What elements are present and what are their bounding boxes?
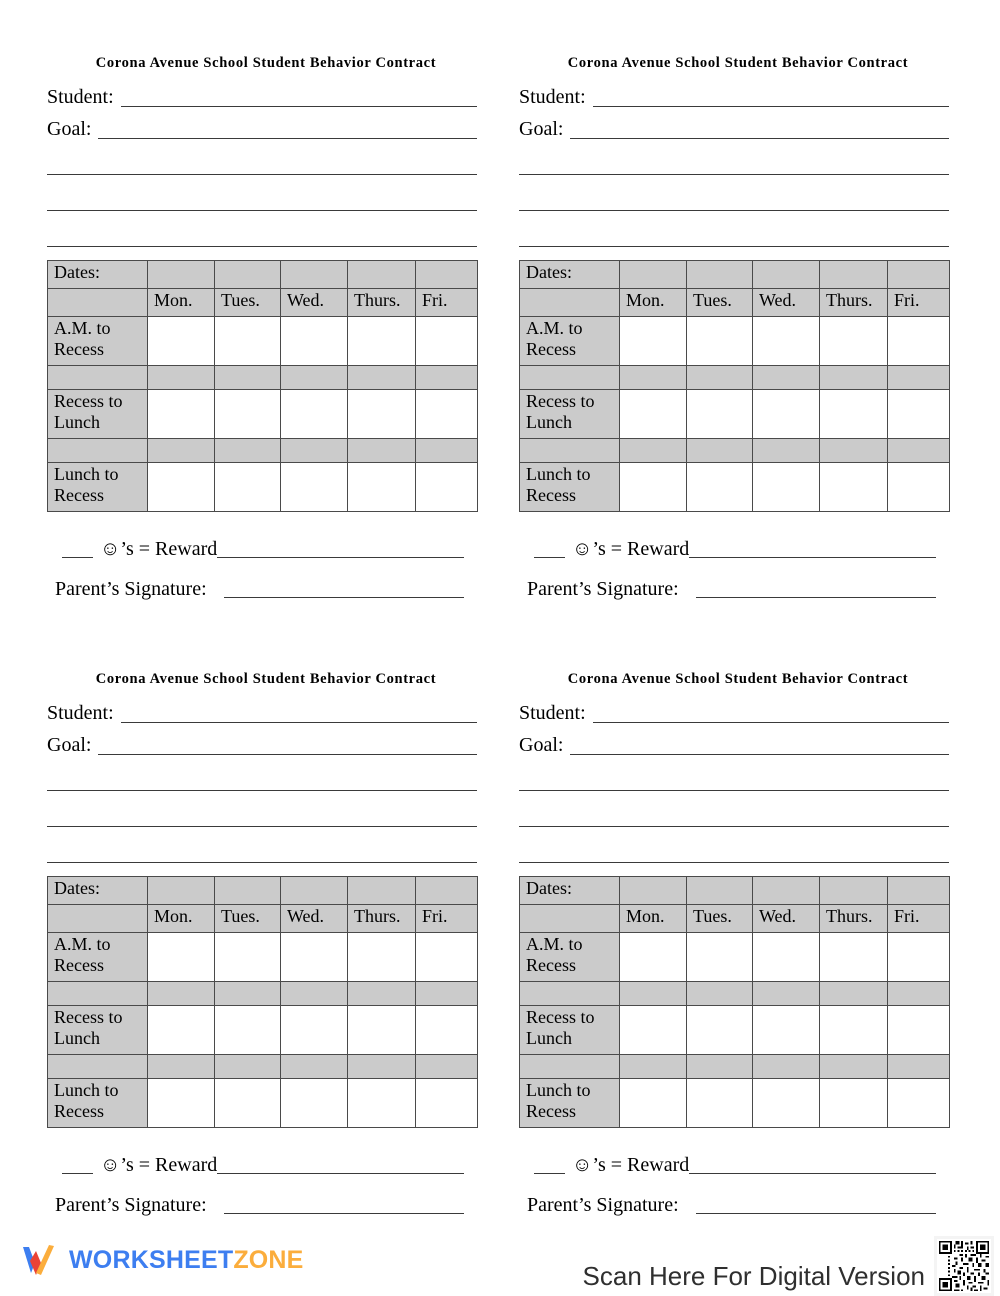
student-field-row bbox=[47, 691, 477, 723]
mark-cell[interactable] bbox=[148, 1006, 215, 1055]
blank-input-line[interactable] bbox=[47, 186, 477, 211]
blank-input-line[interactable] bbox=[519, 802, 949, 827]
scan-section bbox=[583, 1236, 994, 1296]
signature-row bbox=[47, 1182, 477, 1214]
mark-cell[interactable] bbox=[820, 317, 888, 366]
mark-cell[interactable] bbox=[416, 317, 478, 366]
reward-count-input-line[interactable] bbox=[534, 1156, 565, 1174]
signature-label: Parent’s Signature: bbox=[55, 578, 207, 600]
student-input-line[interactable] bbox=[121, 87, 477, 107]
table-spacer-row bbox=[520, 982, 950, 1006]
contract-card-1 bbox=[47, 55, 477, 598]
spacer-cell bbox=[520, 982, 620, 1006]
mark-cell[interactable] bbox=[820, 390, 888, 439]
mark-cell[interactable] bbox=[148, 317, 215, 366]
spacer-cell bbox=[348, 1055, 416, 1079]
mark-cell[interactable] bbox=[820, 1006, 888, 1055]
mark-cell[interactable] bbox=[888, 390, 950, 439]
signature-input-line[interactable] bbox=[696, 578, 936, 598]
mark-cell[interactable] bbox=[687, 1079, 753, 1128]
mark-cell[interactable] bbox=[281, 317, 348, 366]
mark-cell[interactable] bbox=[620, 1006, 687, 1055]
spacer-cell bbox=[687, 1055, 753, 1079]
spacer-cell bbox=[687, 982, 753, 1006]
blank-input-line[interactable] bbox=[47, 802, 477, 827]
day-header-mon: Mon. bbox=[148, 905, 215, 933]
signature-input-line[interactable] bbox=[224, 1194, 464, 1214]
mark-cell[interactable] bbox=[888, 463, 950, 512]
table-row bbox=[520, 289, 950, 317]
day-header-fri: Fri. bbox=[888, 905, 950, 933]
dates-cell[interactable] bbox=[687, 877, 753, 905]
reward-input-line[interactable] bbox=[217, 1155, 464, 1174]
period-label-lunch-to-recess: Lunch to Recess bbox=[520, 463, 620, 512]
spacer-cell bbox=[820, 1055, 888, 1079]
blank-input-line[interactable] bbox=[519, 222, 949, 247]
behavior-tracking-table bbox=[47, 876, 478, 1128]
mark-cell[interactable] bbox=[281, 1079, 348, 1128]
student-label: Student: bbox=[519, 702, 586, 724]
goal-label: Goal: bbox=[47, 734, 92, 756]
spacer-cell bbox=[215, 366, 281, 390]
table-spacer-row bbox=[48, 1055, 478, 1079]
dates-cell[interactable] bbox=[416, 877, 478, 905]
mark-cell[interactable] bbox=[215, 463, 281, 512]
goal-input-line[interactable] bbox=[98, 735, 477, 755]
blank-input-line[interactable] bbox=[519, 186, 949, 211]
spacer-cell bbox=[416, 1055, 478, 1079]
blank-line-row bbox=[519, 791, 949, 827]
blank-line-row bbox=[47, 139, 477, 175]
student-label: Student: bbox=[519, 86, 586, 108]
mark-cell[interactable] bbox=[348, 317, 416, 366]
reward-row bbox=[47, 528, 477, 558]
mark-cell[interactable] bbox=[281, 1006, 348, 1055]
mark-cell[interactable] bbox=[215, 1006, 281, 1055]
table-row bbox=[520, 317, 950, 366]
dates-cell[interactable] bbox=[215, 877, 281, 905]
reward-input-line[interactable] bbox=[689, 539, 936, 558]
blank-input-line[interactable] bbox=[519, 766, 949, 791]
spacer-cell bbox=[416, 366, 478, 390]
spacer-cell bbox=[620, 366, 687, 390]
goal-input-line[interactable] bbox=[570, 119, 949, 139]
mark-cell[interactable] bbox=[281, 463, 348, 512]
blank-line-row bbox=[47, 791, 477, 827]
table-spacer-row bbox=[520, 439, 950, 463]
brand-zone-text: ZONE bbox=[233, 1245, 304, 1274]
reward-label: ’s = Reward bbox=[120, 538, 218, 560]
spacer-cell bbox=[520, 1055, 620, 1079]
table-row bbox=[48, 877, 478, 905]
day-header-fri: Fri. bbox=[416, 905, 478, 933]
table-row bbox=[48, 1006, 478, 1055]
day-header-tues: Tues. bbox=[215, 289, 281, 317]
table-row bbox=[520, 933, 950, 982]
table-row bbox=[48, 317, 478, 366]
blank-input-line[interactable] bbox=[519, 838, 949, 863]
mark-cell[interactable] bbox=[348, 390, 416, 439]
blank-line-row bbox=[47, 211, 477, 247]
brand-name bbox=[69, 1246, 304, 1275]
smiley-icon: ☺ bbox=[572, 1154, 593, 1176]
day-header-wed: Wed. bbox=[753, 905, 820, 933]
period-label-lunch-to-recess: Lunch to Recess bbox=[48, 463, 148, 512]
goal-field-row bbox=[519, 107, 949, 139]
spacer-cell bbox=[520, 366, 620, 390]
dates-cell[interactable] bbox=[753, 261, 820, 289]
mark-cell[interactable] bbox=[215, 317, 281, 366]
mark-cell[interactable] bbox=[620, 933, 687, 982]
student-input-line[interactable] bbox=[593, 87, 949, 107]
blank-line-row bbox=[519, 211, 949, 247]
period-label-recess-to-lunch: Recess to Lunch bbox=[520, 390, 620, 439]
dates-header-cell: Dates: bbox=[520, 261, 620, 289]
table-row bbox=[48, 905, 478, 933]
day-header-tues: Tues. bbox=[215, 905, 281, 933]
table-spacer-row bbox=[520, 1055, 950, 1079]
blank-line-row bbox=[519, 755, 949, 791]
reward-label: ’s = Reward bbox=[592, 538, 690, 560]
student-field-row bbox=[47, 75, 477, 107]
mark-cell[interactable] bbox=[820, 933, 888, 982]
table-row bbox=[520, 390, 950, 439]
day-header-thurs: Thurs. bbox=[348, 289, 416, 317]
dates-cell[interactable] bbox=[416, 261, 478, 289]
mark-cell[interactable] bbox=[281, 933, 348, 982]
period-label-am-to-recess: A.M. to Recess bbox=[520, 933, 620, 982]
period-label-am-to-recess: A.M. to Recess bbox=[520, 317, 620, 366]
mark-cell[interactable] bbox=[687, 1006, 753, 1055]
signature-row bbox=[47, 566, 477, 598]
blank-line-row bbox=[519, 175, 949, 211]
mark-cell[interactable] bbox=[215, 933, 281, 982]
spacer-cell bbox=[281, 439, 348, 463]
spacer-cell bbox=[888, 439, 950, 463]
table-row bbox=[48, 390, 478, 439]
reward-row bbox=[519, 528, 949, 558]
dates-header-cell: Dates: bbox=[48, 877, 148, 905]
reward-count-input-line[interactable] bbox=[534, 540, 565, 558]
mark-cell[interactable] bbox=[753, 463, 820, 512]
spacer-cell bbox=[416, 439, 478, 463]
table-row bbox=[48, 289, 478, 317]
day-header-tues: Tues. bbox=[687, 905, 753, 933]
dates-cell[interactable] bbox=[753, 877, 820, 905]
brand-worksheet-text: WORKSHEET bbox=[69, 1245, 234, 1274]
spacer-cell bbox=[753, 982, 820, 1006]
dates-header-cell: Dates: bbox=[48, 261, 148, 289]
dates-cell[interactable] bbox=[620, 261, 687, 289]
mark-cell[interactable] bbox=[348, 1079, 416, 1128]
spacer-cell bbox=[620, 439, 687, 463]
spacer-cell bbox=[753, 366, 820, 390]
day-header-mon: Mon. bbox=[620, 905, 687, 933]
signature-input-line[interactable] bbox=[224, 578, 464, 598]
spacer-cell bbox=[148, 1055, 215, 1079]
mark-cell[interactable] bbox=[753, 390, 820, 439]
smiley-icon: ☺ bbox=[572, 538, 593, 560]
mark-cell[interactable] bbox=[687, 463, 753, 512]
page-title: Corona Avenue School Student Behavior Contract bbox=[567, 55, 909, 71]
dates-cell[interactable] bbox=[820, 261, 888, 289]
mark-cell[interactable] bbox=[281, 390, 348, 439]
table-row bbox=[48, 1079, 478, 1128]
days-row-corner bbox=[520, 905, 620, 933]
mark-cell[interactable] bbox=[687, 317, 753, 366]
dates-cell[interactable] bbox=[687, 261, 753, 289]
mark-cell[interactable] bbox=[888, 1079, 950, 1128]
table-spacer-row bbox=[520, 366, 950, 390]
dates-cell[interactable] bbox=[148, 261, 215, 289]
table-row bbox=[520, 1079, 950, 1128]
smiley-icon: ☺ bbox=[100, 538, 121, 560]
reward-row bbox=[519, 1144, 949, 1174]
mark-cell[interactable] bbox=[820, 463, 888, 512]
table-row bbox=[48, 261, 478, 289]
period-label-lunch-to-recess: Lunch to Recess bbox=[520, 1079, 620, 1128]
spacer-cell bbox=[48, 982, 148, 1006]
table-row bbox=[48, 933, 478, 982]
dates-header-cell: Dates: bbox=[520, 877, 620, 905]
spacer-cell bbox=[753, 439, 820, 463]
spacer-cell bbox=[820, 439, 888, 463]
mark-cell[interactable] bbox=[416, 933, 478, 982]
page-title: Corona Avenue School Student Behavior Contract bbox=[567, 671, 909, 687]
spacer-cell bbox=[48, 439, 148, 463]
page-title: Corona Avenue School Student Behavior Contract bbox=[95, 55, 437, 71]
reward-count-input-line[interactable] bbox=[62, 1156, 93, 1174]
behavior-tracking-table bbox=[47, 260, 478, 512]
mark-cell[interactable] bbox=[416, 1006, 478, 1055]
dates-cell[interactable] bbox=[348, 261, 416, 289]
blank-line-row bbox=[47, 175, 477, 211]
goal-label: Goal: bbox=[47, 118, 92, 140]
blank-line-row bbox=[47, 755, 477, 791]
dates-cell[interactable] bbox=[888, 877, 950, 905]
smiley-icon: ☺ bbox=[100, 1154, 121, 1176]
spacer-cell bbox=[348, 366, 416, 390]
dates-cell[interactable] bbox=[215, 261, 281, 289]
mark-cell[interactable] bbox=[416, 463, 478, 512]
spacer-cell bbox=[348, 439, 416, 463]
day-header-wed: Wed. bbox=[281, 289, 348, 317]
goal-label: Goal: bbox=[519, 734, 564, 756]
blank-input-line[interactable] bbox=[519, 150, 949, 175]
table-row bbox=[48, 463, 478, 512]
spacer-cell bbox=[148, 982, 215, 1006]
blank-input-line[interactable] bbox=[47, 766, 477, 791]
spacer-cell bbox=[215, 982, 281, 1006]
mark-cell[interactable] bbox=[348, 463, 416, 512]
spacer-cell bbox=[620, 1055, 687, 1079]
mark-cell[interactable] bbox=[888, 933, 950, 982]
reward-row bbox=[47, 1144, 477, 1174]
mark-cell[interactable] bbox=[888, 1006, 950, 1055]
mark-cell[interactable] bbox=[753, 933, 820, 982]
spacer-cell bbox=[348, 982, 416, 1006]
spacer-cell bbox=[888, 1055, 950, 1079]
mark-cell[interactable] bbox=[148, 390, 215, 439]
blank-line-row bbox=[519, 827, 949, 863]
mark-cell[interactable] bbox=[753, 1006, 820, 1055]
reward-count-input-line[interactable] bbox=[62, 540, 93, 558]
dates-cell[interactable] bbox=[148, 877, 215, 905]
mark-cell[interactable] bbox=[416, 1079, 478, 1128]
mark-cell[interactable] bbox=[620, 463, 687, 512]
period-label-am-to-recess: A.M. to Recess bbox=[48, 933, 148, 982]
reward-input-line[interactable] bbox=[689, 1155, 936, 1174]
dates-cell[interactable] bbox=[281, 261, 348, 289]
blank-line-row bbox=[47, 827, 477, 863]
table-row bbox=[520, 877, 950, 905]
mark-cell[interactable] bbox=[888, 317, 950, 366]
mark-cell[interactable] bbox=[215, 1079, 281, 1128]
scan-instruction-text: Scan Here For Digital Version bbox=[582, 1260, 925, 1291]
signature-row bbox=[519, 1182, 949, 1214]
day-header-tues: Tues. bbox=[687, 289, 753, 317]
behavior-tracking-table bbox=[519, 876, 950, 1128]
page-footer bbox=[0, 1228, 1000, 1294]
spacer-cell bbox=[148, 366, 215, 390]
day-header-mon: Mon. bbox=[620, 289, 687, 317]
mark-cell[interactable] bbox=[620, 317, 687, 366]
signature-label: Parent’s Signature: bbox=[527, 1194, 679, 1216]
period-label-lunch-to-recess: Lunch to Recess bbox=[48, 1079, 148, 1128]
spacer-cell bbox=[687, 366, 753, 390]
spacer-cell bbox=[820, 366, 888, 390]
period-label-recess-to-lunch: Recess to Lunch bbox=[520, 1006, 620, 1055]
mark-cell[interactable] bbox=[148, 1079, 215, 1128]
table-row bbox=[520, 463, 950, 512]
mark-cell[interactable] bbox=[148, 463, 215, 512]
days-row-corner bbox=[520, 289, 620, 317]
mark-cell[interactable] bbox=[687, 390, 753, 439]
dates-cell[interactable] bbox=[820, 877, 888, 905]
spacer-cell bbox=[520, 439, 620, 463]
dates-cell[interactable] bbox=[348, 877, 416, 905]
blank-line-row bbox=[519, 139, 949, 175]
contract-card-4 bbox=[519, 671, 949, 1214]
reward-label: ’s = Reward bbox=[120, 1154, 218, 1176]
days-row-corner bbox=[48, 289, 148, 317]
mark-cell[interactable] bbox=[820, 1079, 888, 1128]
spacer-cell bbox=[148, 439, 215, 463]
student-field-row bbox=[519, 691, 949, 723]
goal-field-row bbox=[519, 723, 949, 755]
day-header-fri: Fri. bbox=[888, 289, 950, 317]
mark-cell[interactable] bbox=[753, 1079, 820, 1128]
spacer-cell bbox=[888, 982, 950, 1006]
mark-cell[interactable] bbox=[416, 390, 478, 439]
signature-label: Parent’s Signature: bbox=[527, 578, 679, 600]
signature-input-line[interactable] bbox=[696, 1194, 936, 1214]
spacer-cell bbox=[687, 439, 753, 463]
student-label: Student: bbox=[47, 702, 114, 724]
student-input-line[interactable] bbox=[593, 703, 949, 723]
mark-cell[interactable] bbox=[348, 1006, 416, 1055]
reward-input-line[interactable] bbox=[217, 539, 464, 558]
spacer-cell bbox=[281, 366, 348, 390]
spacer-cell bbox=[281, 1055, 348, 1079]
page-title: Corona Avenue School Student Behavior Contract bbox=[95, 671, 437, 687]
day-header-thurs: Thurs. bbox=[820, 905, 888, 933]
mark-cell[interactable] bbox=[620, 1079, 687, 1128]
table-spacer-row bbox=[48, 366, 478, 390]
spacer-cell bbox=[48, 366, 148, 390]
contract-card-2 bbox=[519, 55, 949, 598]
signature-row bbox=[519, 566, 949, 598]
day-header-thurs: Thurs. bbox=[820, 289, 888, 317]
qr-code-icon[interactable] bbox=[934, 1236, 994, 1296]
student-label: Student: bbox=[47, 86, 114, 108]
period-label-recess-to-lunch: Recess to Lunch bbox=[48, 1006, 148, 1055]
table-row bbox=[520, 261, 950, 289]
spacer-cell bbox=[888, 366, 950, 390]
table-row bbox=[520, 905, 950, 933]
day-header-wed: Wed. bbox=[281, 905, 348, 933]
behavior-tracking-table bbox=[519, 260, 950, 512]
spacer-cell bbox=[48, 1055, 148, 1079]
dates-cell[interactable] bbox=[620, 877, 687, 905]
worksheet-zone-logo[interactable] bbox=[20, 1238, 304, 1282]
goal-field-row bbox=[47, 107, 477, 139]
mark-cell[interactable] bbox=[687, 933, 753, 982]
goal-input-line[interactable] bbox=[98, 119, 477, 139]
blank-input-line[interactable] bbox=[47, 222, 477, 247]
day-header-wed: Wed. bbox=[753, 289, 820, 317]
spacer-cell bbox=[620, 982, 687, 1006]
mark-cell[interactable] bbox=[348, 933, 416, 982]
period-label-recess-to-lunch: Recess to Lunch bbox=[48, 390, 148, 439]
dates-cell[interactable] bbox=[281, 877, 348, 905]
spacer-cell bbox=[753, 1055, 820, 1079]
day-header-fri: Fri. bbox=[416, 289, 478, 317]
signature-label: Parent’s Signature: bbox=[55, 1194, 207, 1216]
contract-card-3 bbox=[47, 671, 477, 1214]
mark-cell[interactable] bbox=[215, 390, 281, 439]
mark-cell[interactable] bbox=[753, 317, 820, 366]
reward-label: ’s = Reward bbox=[592, 1154, 690, 1176]
table-spacer-row bbox=[48, 439, 478, 463]
day-header-thurs: Thurs. bbox=[348, 905, 416, 933]
w-logo-icon bbox=[20, 1241, 60, 1279]
mark-cell[interactable] bbox=[620, 390, 687, 439]
table-spacer-row bbox=[48, 982, 478, 1006]
dates-cell[interactable] bbox=[888, 261, 950, 289]
blank-input-line[interactable] bbox=[47, 838, 477, 863]
days-row-corner bbox=[48, 905, 148, 933]
spacer-cell bbox=[281, 982, 348, 1006]
goal-input-line[interactable] bbox=[570, 735, 949, 755]
spacer-cell bbox=[820, 982, 888, 1006]
period-label-am-to-recess: A.M. to Recess bbox=[48, 317, 148, 366]
student-input-line[interactable] bbox=[121, 703, 477, 723]
spacer-cell bbox=[416, 982, 478, 1006]
goal-field-row bbox=[47, 723, 477, 755]
day-header-mon: Mon. bbox=[148, 289, 215, 317]
spacer-cell bbox=[215, 1055, 281, 1079]
spacer-cell bbox=[215, 439, 281, 463]
blank-input-line[interactable] bbox=[47, 150, 477, 175]
goal-label: Goal: bbox=[519, 118, 564, 140]
mark-cell[interactable] bbox=[148, 933, 215, 982]
student-field-row bbox=[519, 75, 949, 107]
table-row bbox=[520, 1006, 950, 1055]
